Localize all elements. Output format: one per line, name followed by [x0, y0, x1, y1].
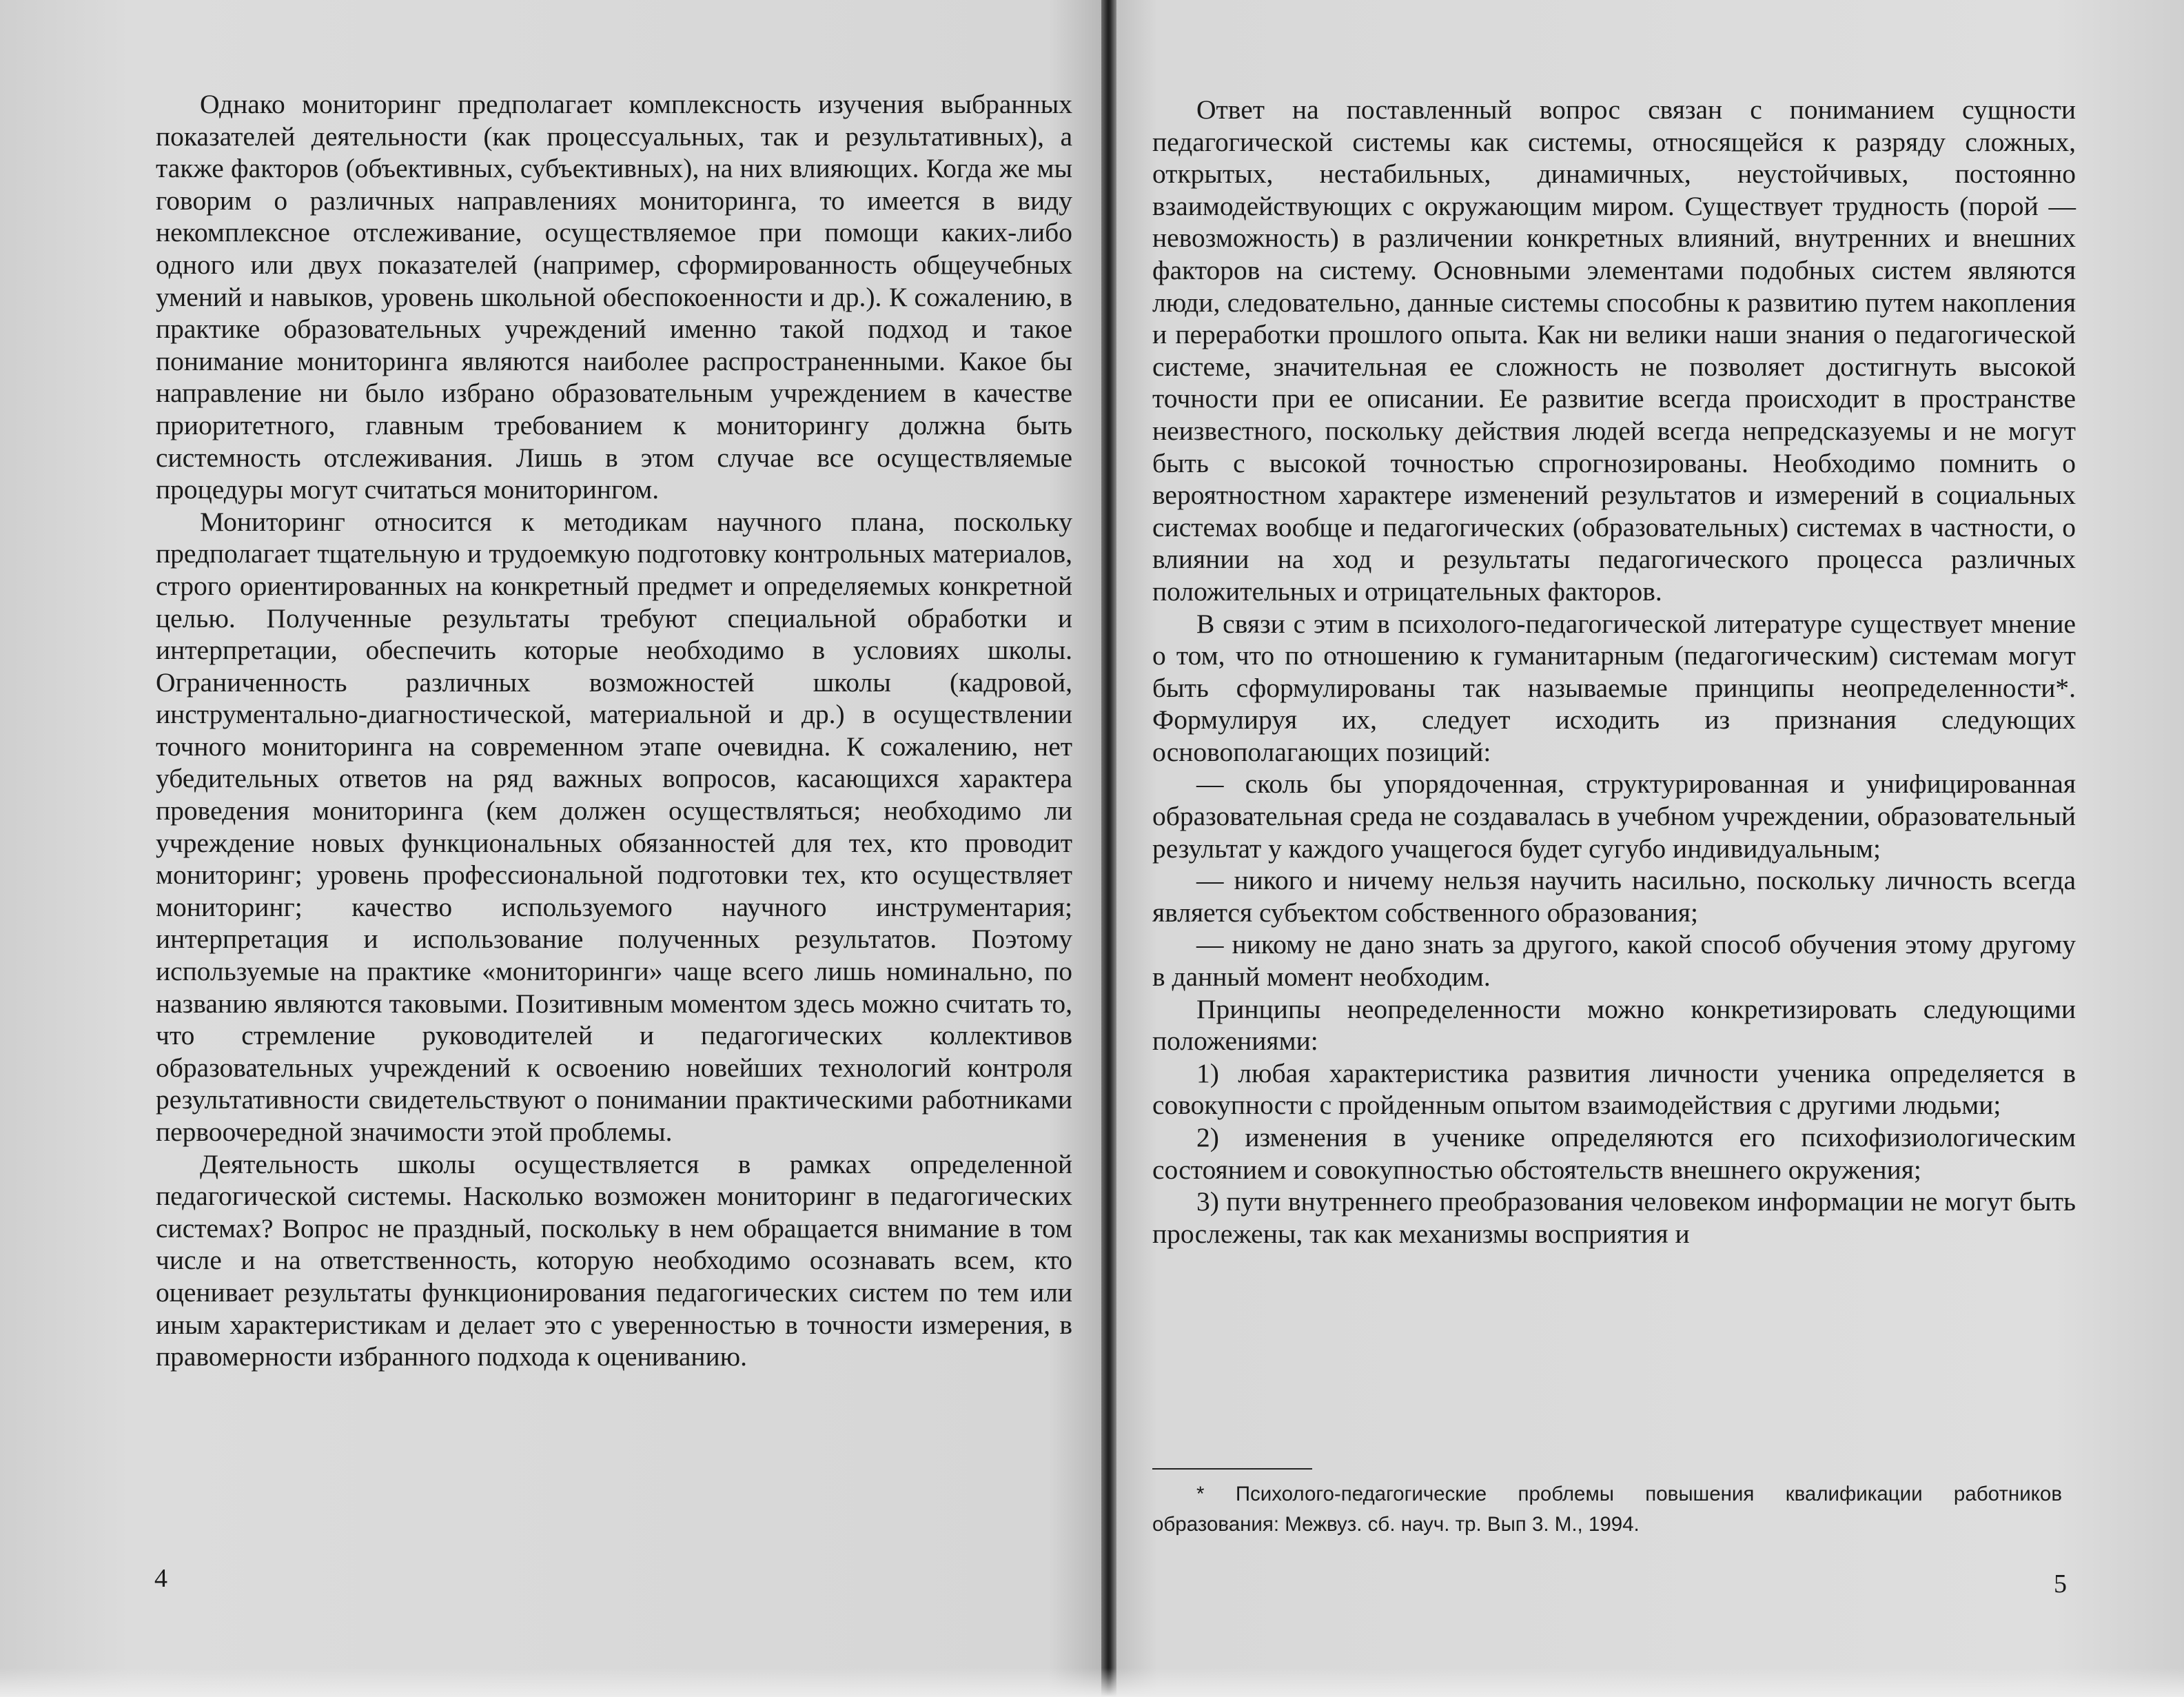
list-item: 3) пути внутреннего преобразования человеком информации не могут быть прослежены, так как механизмы восприятия и — [1152, 1186, 2076, 1249]
paragraph: Ответ на поставленный вопрос связан с пониманием сущности педагогической системы как системы, относящейся к разряду сложных, открытых, нестабильных, динамичных, неустойчивых, постоянно взаимодействующих с окружающим миром. Существует трудность (порой — невозможность) в различении конкретных влияний, внутренних и внешних факторов на систему. Основными элементами подобных систем являются люди, следовательно, данные системы способны к развитию путем накопления и переработки прошлого опыта. Как ни велики наши знания о педагогической системе, значительная ее сложность не позволяет достигнуть высокой точности при ее описании. Ее развитие всегда происходит в пространстве неизвестного, поскольку действия людей всегда непредсказуемы и не могут быть с высокой точностью спрогнозированы. Необходимо помнить о вероятностном характере изменений результатов и измерений в социальных системах вообще и педагогических (образовательных) системах в частности, о влиянии на ход и результаты педагогического процесса различных положительных и отрицательных факторов. — [1152, 94, 2076, 607]
footnote — [1152, 1479, 2062, 1540]
paragraph: Деятельность школы осуществляется в рамках определенной педагогической системы. Насколько возможен мониторинг в педагогических системах? Вопрос не праздный, поскольку в нем обращается внимание в том числе и на ответственность, которую необходимо осознавать всем, кто оценивает результаты функционирования педагогических систем по тем или иным характеристикам и делает это с уверенностью в точности измерения, в правомерности избранного подхода к оцениванию. — [156, 1148, 1072, 1372]
right-page — [1116, 0, 2184, 1697]
list-item: — никому не дано знать за другого, какой способ обучения этому другому в данный момент необходим. — [1152, 929, 2076, 993]
paragraph: Принципы неопределенности можно конкретизировать следующими положениями: — [1152, 993, 2076, 1057]
scan-edge — [0, 1668, 2184, 1697]
page-number: 4 — [154, 1564, 167, 1593]
footnote-text: * Психолого-педагогические проблемы повышения квалификации работников образования: Межвуз. сб. науч. тр. Вып 3. М., 1994. — [1152, 1483, 2062, 1536]
left-page-text — [156, 88, 1072, 1373]
paragraph: Мониторинг относится к методикам научного плана, поскольку предполагает тщательную и трудоемкую подготовку контрольных материалов, строго ориентированных на конкретный предмет и определяемых конкретной целью. Полученные результаты требуют специальной обработки и интерпретации, обеспечить которые необходимо в условиях школы. Ограниченность различных возможностей школы (кадровой, инструментально-диагностической, материальной и др.) в осуществлении точного мониторинга на современном этапе очевидна. К сожалению, нет убедительных ответов на ряд важных вопросов, касающихся характера проведения мониторинга (кем должен осуществляться; необходимо ли учреждение новых функциональных обязанностей для тех, кто проводит мониторинг; уровень профессиональной подготовки тех, кто осуществляет мониторинг; качество используемого научного инструментария; интерпретация и использование полученных результатов. Поэтому используемые на практике «мониторинги» чаще всего лишь номинально, по названию являются таковыми. Позитивным моментом здесь можно считать то, что стремление руководителей и педагогических коллективов образовательных учреждений к освоению новейших технологий контроля результативности свидетельствуют о понимании практическими работниками первоочередной значимости этой проблемы. — [156, 506, 1072, 1147]
list-item: 1) любая характеристика развития личности ученика определяется в совокупности с пройденным опытом взаимодействия с другими людьми; — [1152, 1057, 2076, 1121]
book-spine — [1101, 0, 1116, 1697]
right-page-text — [1152, 94, 2076, 1250]
page-number: 5 — [2054, 1569, 2067, 1598]
list-item: 2) изменения в ученике определяются его психофизиологическим состоянием и совокупностью обстоятельств внешнего окружения; — [1152, 1122, 2076, 1185]
paragraph: Однако мониторинг предполагает комплексность изучения выбранных показателей деятельности (как процессуальных, так и результативных), а также факторов (объективных, субъективных), на них влияющих. Когда же мы говорим о различных направлениях мониторинга, то имеется в виду некомплексное отслеживание, осуществляемое при помощи каких-либо одного или двух показателей (например, сформированность общеучебных умений и навыков, уровень школьной обеспокоенности и др.). К сожалению, в практике образовательных учреждений именно такой подход и такое понимание мониторинга являются наиболее распространенными. Какое бы направление ни было избрано образовательным учреждением в качестве приоритетного, главным требованием к мониторингу должна быть системность отслеживания. Лишь в этом случае все осуществляемые процедуры могут считаться мониторингом. — [156, 89, 1072, 505]
list-item: — никого и ничему нельзя научить насильно, поскольку личность всегда является субъектом собственного образования; — [1152, 865, 2076, 928]
paragraph: В связи с этим в психолого-педагогической литературе существует мнение о том, что по отношению к гуманитарным (педагогическим) системам могут быть сформулированы так называемые принципы неопределенности*. Формулируя их, следует исходить из признания следующих основополагающих позиций: — [1152, 608, 2076, 767]
footnote-divider — [1152, 1468, 1312, 1470]
list-item: — сколь бы упорядоченная, структурированная и унифицированная образовательная среда не создавалась в учебном учреждении, образовательный результат у каждого учащегося будет сугубо индивидуальным; — [1152, 769, 2076, 864]
